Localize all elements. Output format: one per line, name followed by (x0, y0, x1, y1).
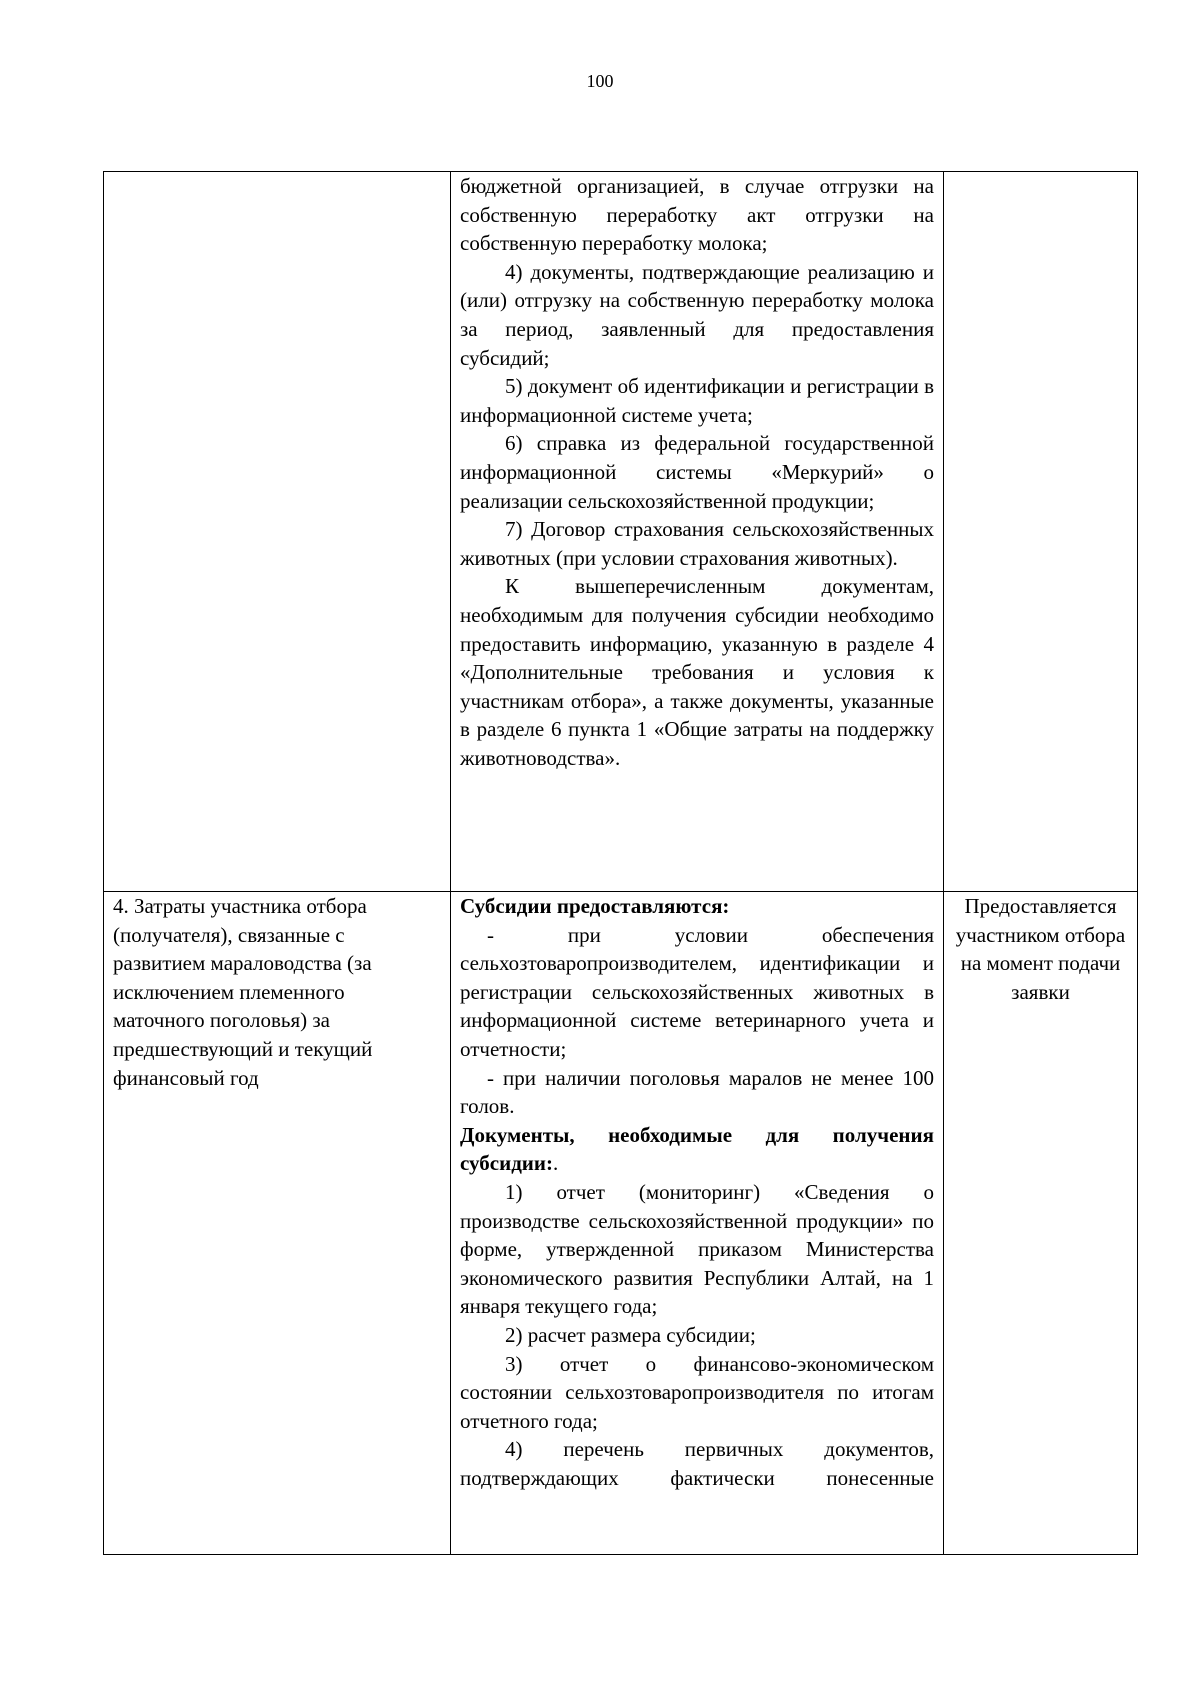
row1-documents-cell (451, 172, 944, 892)
required-document-3: 3) отчет о финансово-экономическом состоянии сельхозтоваропроизводителя по итогам отчетного года; (460, 1351, 934, 1433)
required-document-2: 2) расчет размера субсидии; (505, 1322, 756, 1347)
row2-submission-cell (944, 892, 1138, 1555)
cost-type-text: 4. Затраты участника отбора (получателя), связанные с развитием мараловодства (за исключением племенного маточного поголовья) за предшествующий и текущий финансовый год (113, 894, 373, 1090)
table-row (104, 892, 1138, 1555)
page-number: 100 (586, 71, 614, 91)
subsidy-conditions-heading: Субсидии предоставляются: (460, 894, 730, 918)
condition-2: - при наличии поголовья маралов не менее 100 голов. (460, 1065, 934, 1119)
row1-submission-cell (944, 172, 1138, 892)
row1-cost-type-cell (104, 172, 451, 892)
continuation-text: бюджетной организацией, в случае отгрузки на собственную переработку акт отгрузки на собственную переработку молока; (460, 174, 934, 256)
required-document-4: 4) перечень первичных документов, подтверждающих фактически понесенные (460, 1437, 934, 1490)
additional-note: К вышеперечисленным документам, необходимым для получения субсидии необходимо предоставить информацию, указанную в разделе 4 «Дополнительные требования и условия к участникам отбора», а также документы, указанные в разделе 6 пункта 1 «Общие затраты на поддержку животноводства». (460, 574, 934, 770)
condition-1: - при условии обеспечения сельхозтоваропроизводителем, идентификации и регистрации сельскохозяйственных животных в информационной системе ветеринарного учета и отчетности; (460, 922, 934, 1061)
requirements-table (103, 171, 1138, 1555)
document-item-4: 4) документы, подтверждающие реализацию и (или) отгрузку на собственную переработку молока за период, заявленный для предоставления субсидий; (460, 259, 934, 370)
document-item-6: 6) справка из федеральной государственной информационной системы «Меркурий» о реализации сельскохозяйственной продукции; (460, 431, 934, 513)
required-documents-heading-tail: . (553, 1151, 559, 1176)
required-documents-heading (460, 1121, 934, 1178)
row2-documents-cell (451, 892, 944, 1555)
required-documents-heading-text: Документы, необходимые для получения субсидии: (460, 1122, 934, 1176)
required-document-1: 1) отчет (мониторинг) «Сведения о производстве сельскохозяйственной продукции» по форме, утвержденной приказом Министерства экономического развития Республики Алтай, на 1 января текущего года; (460, 1179, 934, 1319)
table-row (104, 172, 1138, 892)
row2-cost-type-cell (104, 892, 451, 1555)
submission-text: Предоставляется участником отбора на момент подачи заявки (955, 894, 1126, 1004)
document-item-5: 5) документ об идентификации и регистрации в информационной системе учета; (460, 374, 934, 427)
document-item-7: 7) Договор страхования сельскохозяйственных животных (при условии страхования животных). (460, 517, 934, 570)
